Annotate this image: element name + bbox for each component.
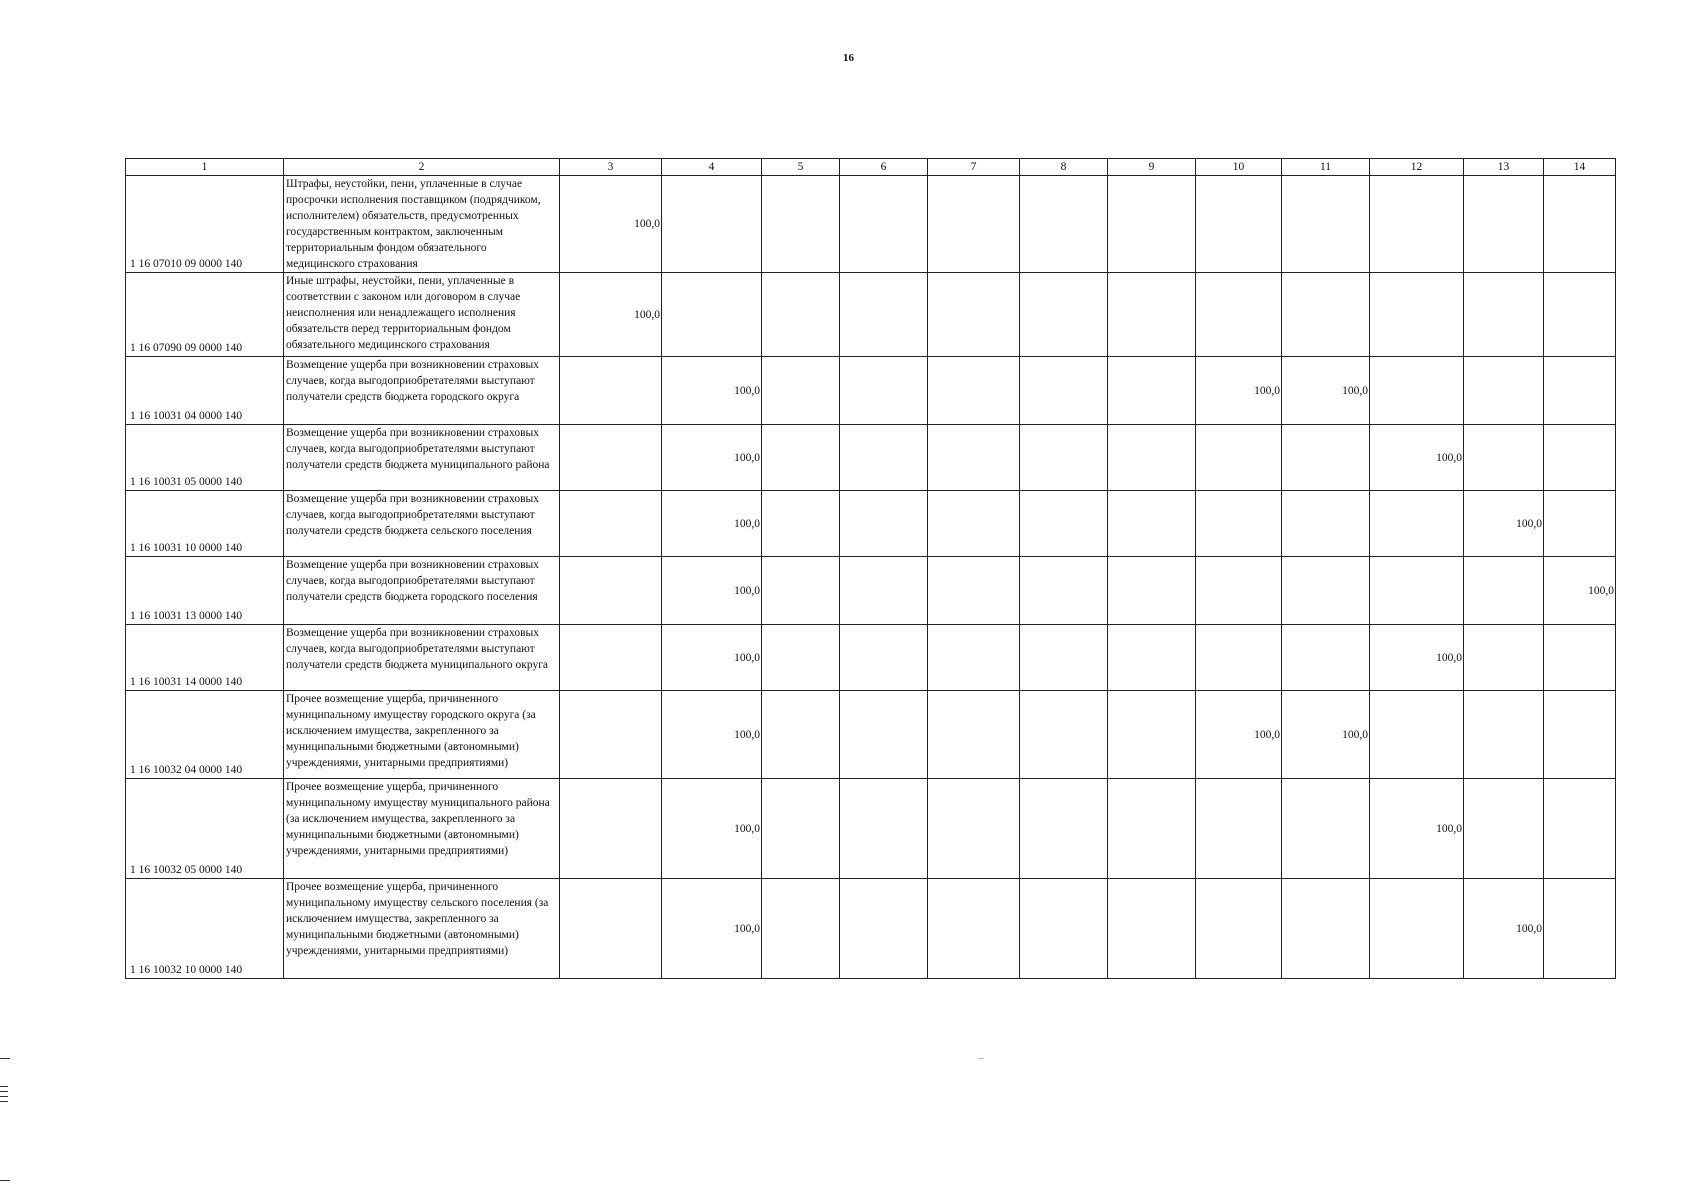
column-header-5: 5 [762,159,840,176]
value-cell-col-6 [840,779,928,879]
value-cell-col-9 [1108,176,1196,273]
table-row [126,273,1616,357]
column-header-14: 14 [1544,159,1616,176]
value-cell-col-6 [840,273,928,357]
margin-mark [0,1101,8,1102]
value-cell-col-14 [1544,625,1616,691]
value-cell-col-12 [1370,273,1464,357]
table-body [126,176,1616,979]
value-cell-col-11: 100,0 [1282,691,1370,779]
value-cell-col-6 [840,625,928,691]
value-cell-col-6 [840,357,928,425]
value-cell-col-9 [1108,625,1196,691]
value-cell-col-5 [762,176,840,273]
table-row [126,357,1616,425]
value-cell-col-5 [762,425,840,491]
value-cell-col-7 [928,273,1020,357]
value-cell-col-7 [928,491,1020,557]
value-cell-col-5 [762,779,840,879]
value-cell-col-4: 100,0 [662,425,762,491]
value-cell-col-14 [1544,691,1616,779]
value-cell-col-11 [1282,879,1370,979]
value-cell-col-7 [928,357,1020,425]
value-cell-col-8 [1020,491,1108,557]
value-cell-col-3 [560,557,662,625]
value-cell-col-12: 100,0 [1370,425,1464,491]
value-cell-col-12 [1370,357,1464,425]
value-cell-col-8 [1020,879,1108,979]
value-cell-col-3: 100,0 [560,273,662,357]
column-header-2: 2 [284,159,560,176]
table-row [126,425,1616,491]
value-cell-col-5 [762,557,840,625]
row-code: 1 16 10031 05 0000 140 [126,425,284,491]
value-cell-col-12 [1370,691,1464,779]
table-row [126,176,1616,273]
value-cell-col-8 [1020,425,1108,491]
value-cell-col-6 [840,425,928,491]
value-cell-col-9 [1108,273,1196,357]
value-cell-col-7 [928,691,1020,779]
value-cell-col-4: 100,0 [662,625,762,691]
value-cell-col-4: 100,0 [662,557,762,625]
column-header-7: 7 [928,159,1020,176]
value-cell-col-12: 100,0 [1370,779,1464,879]
table-row [126,491,1616,557]
row-name: Возмещение ущерба при возникновении страховых случаев, когда выгодоприобретателями выступают получатели средств бюджета сельского поселения [284,491,560,557]
value-cell-col-10 [1196,425,1282,491]
value-cell-col-9 [1108,491,1196,557]
row-name: Возмещение ущерба при возникновении страховых случаев, когда выгодоприобретателями выступают получатели средств бюджета муниципального округа [284,625,560,691]
value-cell-col-3 [560,625,662,691]
margin-mark [0,1091,8,1092]
value-cell-col-13 [1464,691,1544,779]
value-cell-col-9 [1108,557,1196,625]
column-header-1: 1 [126,159,284,176]
value-cell-col-8 [1020,557,1108,625]
value-cell-col-12 [1370,879,1464,979]
value-cell-col-14 [1544,491,1616,557]
value-cell-col-7 [928,176,1020,273]
value-cell-col-14 [1544,425,1616,491]
value-cell-col-13 [1464,176,1544,273]
value-cell-col-3 [560,425,662,491]
value-cell-col-10 [1196,879,1282,979]
value-cell-col-4 [662,176,762,273]
value-cell-col-13 [1464,625,1544,691]
row-name: Прочее возмещение ущерба, причиненного муниципальному имуществу сельского поселения (за исключением имущества, закрепленного за муниципальными бюджетными (автономными) учреждениями, унитарными предприятиями) [284,879,560,979]
value-cell-col-4: 100,0 [662,779,762,879]
row-name: Возмещение ущерба при возникновении страховых случаев, когда выгодоприобретателями выступают получатели средств бюджета городского округа [284,357,560,425]
value-cell-col-10 [1196,779,1282,879]
row-code: 1 16 10032 10 0000 140 [126,879,284,979]
value-cell-col-12 [1370,557,1464,625]
row-name: Штрафы, неустойки, пени, уплаченные в случае просрочки исполнения поставщиком (подрядчиком, исполнителем) обязательств, предусмотренных государственным контрактом, заключенным территориальным фондом обязательного медицинского страхования [284,176,560,273]
value-cell-col-3: 100,0 [560,176,662,273]
value-cell-col-4 [662,273,762,357]
value-cell-col-6 [840,557,928,625]
value-cell-col-9 [1108,779,1196,879]
margin-mark [0,1096,8,1097]
value-cell-col-7 [928,425,1020,491]
value-cell-col-11 [1282,176,1370,273]
row-name: Иные штрафы, неустойки, пени, уплаченные в соответствии с законом или договором в случае неисполнения или ненадлежащего исполнения обязательств перед территориальным фондом обязательного медицинского страхования [284,273,560,357]
column-header-13: 13 [1464,159,1544,176]
value-cell-col-10: 100,0 [1196,357,1282,425]
value-cell-col-6 [840,691,928,779]
value-cell-col-10 [1196,625,1282,691]
row-name: Прочее возмещение ущерба, причиненного муниципальному имуществу муниципального района (за исключением имущества, закрепленного за муниципальными бюджетными (автономными) учреждениями, унитарными предприятиями) [284,779,560,879]
value-cell-col-3 [560,491,662,557]
value-cell-col-7 [928,557,1020,625]
value-cell-col-10 [1196,557,1282,625]
value-cell-col-4: 100,0 [662,357,762,425]
column-header-12: 12 [1370,159,1464,176]
value-cell-col-6 [840,879,928,979]
row-name: Прочее возмещение ущерба, причиненного муниципальному имуществу городского округа (за исключением имущества, закрепленного за муниципальными бюджетными (автономными) учреждениями, унитарными предприятиями) [284,691,560,779]
value-cell-col-9 [1108,691,1196,779]
value-cell-col-9 [1108,357,1196,425]
value-cell-col-5 [762,357,840,425]
table-row [126,625,1616,691]
value-cell-col-7 [928,625,1020,691]
value-cell-col-13: 100,0 [1464,879,1544,979]
column-header-4: 4 [662,159,762,176]
value-cell-col-5 [762,691,840,779]
value-cell-col-8 [1020,357,1108,425]
value-cell-col-6 [840,491,928,557]
row-code: 1 16 10031 04 0000 140 [126,357,284,425]
value-cell-col-11 [1282,273,1370,357]
value-cell-col-7 [928,879,1020,979]
value-cell-col-9 [1108,425,1196,491]
value-cell-col-3 [560,779,662,879]
row-code: 1 16 10031 10 0000 140 [126,491,284,557]
row-code: 1 16 07010 09 0000 140 [126,176,284,273]
value-cell-col-10 [1196,273,1282,357]
margin-mark [0,1058,10,1059]
value-cell-col-5 [762,879,840,979]
budget-table [125,158,1616,979]
value-cell-col-11 [1282,625,1370,691]
table-row [126,779,1616,879]
value-cell-col-14 [1544,879,1616,979]
value-cell-col-4: 100,0 [662,491,762,557]
value-cell-col-14 [1544,779,1616,879]
value-cell-col-8 [1020,625,1108,691]
value-cell-col-11 [1282,491,1370,557]
value-cell-col-9 [1108,879,1196,979]
value-cell-col-14: 100,0 [1544,557,1616,625]
value-cell-col-13 [1464,557,1544,625]
row-code: 1 16 10031 13 0000 140 [126,557,284,625]
margin-mark [0,1086,8,1087]
value-cell-col-10: 100,0 [1196,691,1282,779]
value-cell-col-8 [1020,779,1108,879]
value-cell-col-5 [762,491,840,557]
row-name: Возмещение ущерба при возникновении страховых случаев, когда выгодоприобретателями выступают получатели средств бюджета городского поселения [284,557,560,625]
value-cell-col-6 [840,176,928,273]
row-code: 1 16 10031 14 0000 140 [126,625,284,691]
column-header-11: 11 [1282,159,1370,176]
value-cell-col-13 [1464,273,1544,357]
table-row [126,691,1616,779]
value-cell-col-14 [1544,357,1616,425]
value-cell-col-5 [762,625,840,691]
page-number: 16 [843,52,854,64]
row-code: 1 16 07090 09 0000 140 [126,273,284,357]
header-row [126,159,1616,176]
value-cell-col-12 [1370,491,1464,557]
value-cell-col-8 [1020,691,1108,779]
value-cell-col-13 [1464,779,1544,879]
table-row [126,879,1616,979]
value-cell-col-3 [560,357,662,425]
table-row [126,557,1616,625]
value-cell-col-13 [1464,357,1544,425]
row-code: 1 16 10032 04 0000 140 [126,691,284,779]
value-cell-col-13: 100,0 [1464,491,1544,557]
value-cell-col-7 [928,779,1020,879]
column-header-8: 8 [1020,159,1108,176]
scan-speck [978,1058,984,1059]
value-cell-col-10 [1196,491,1282,557]
value-cell-col-4: 100,0 [662,879,762,979]
value-cell-col-11 [1282,557,1370,625]
value-cell-col-10 [1196,176,1282,273]
column-header-9: 9 [1108,159,1196,176]
value-cell-col-13 [1464,425,1544,491]
value-cell-col-5 [762,273,840,357]
column-header-10: 10 [1196,159,1282,176]
margin-mark [0,1180,10,1181]
value-cell-col-11 [1282,425,1370,491]
value-cell-col-4: 100,0 [662,691,762,779]
value-cell-col-14 [1544,176,1616,273]
value-cell-col-11 [1282,779,1370,879]
value-cell-col-11: 100,0 [1282,357,1370,425]
value-cell-col-12: 100,0 [1370,625,1464,691]
value-cell-col-8 [1020,273,1108,357]
value-cell-col-8 [1020,176,1108,273]
value-cell-col-12 [1370,176,1464,273]
row-code: 1 16 10032 05 0000 140 [126,779,284,879]
column-header-3: 3 [560,159,662,176]
value-cell-col-3 [560,691,662,779]
value-cell-col-14 [1544,273,1616,357]
value-cell-col-3 [560,879,662,979]
row-name: Возмещение ущерба при возникновении страховых случаев, когда выгодоприобретателями выступают получатели средств бюджета муниципального района [284,425,560,491]
column-header-6: 6 [840,159,928,176]
